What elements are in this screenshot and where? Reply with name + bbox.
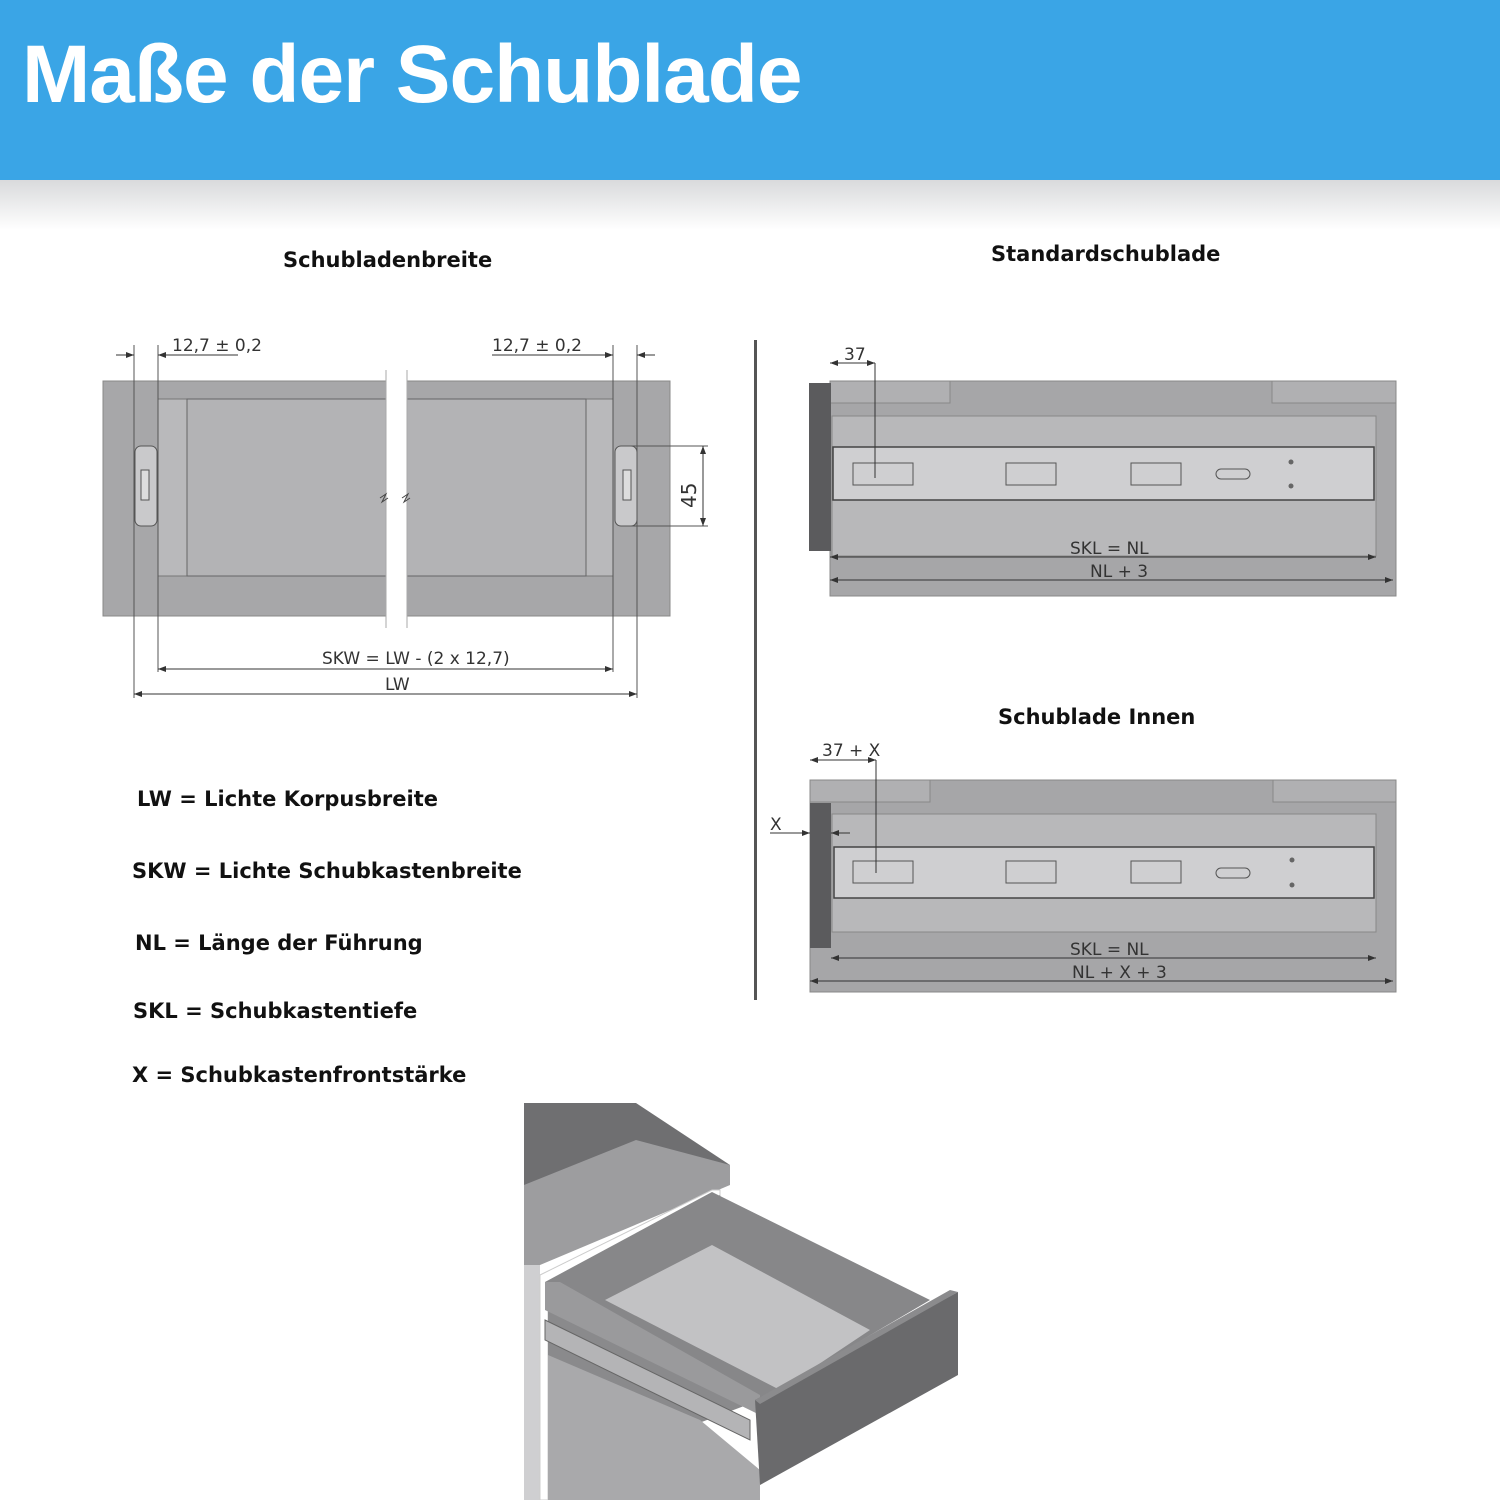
dim-skw: SKW = LW - (2 x 12,7) [322, 649, 510, 669]
dim-x: X [770, 815, 782, 835]
dim-offset-37x: 37 + X [822, 741, 881, 761]
legend-skw: SKW = Lichte Schubkastenbreite [132, 859, 522, 883]
dim-offset-37: 37 [844, 345, 866, 365]
standard-diagram-title: Standardschublade [991, 242, 1221, 266]
width-diagram [103, 336, 708, 698]
dim-total-standard: NL + 3 [1090, 562, 1149, 582]
dim-skl-inner: SKL = NL [1070, 940, 1149, 960]
legend-skl: SKL = Schubkastentiefe [133, 999, 418, 1023]
width-diagram-title: Schubladenbreite [283, 248, 493, 272]
inner-diagram-title: Schublade Innen [998, 705, 1196, 729]
page-title: Maße der Schublade [22, 29, 802, 120]
drawer-3d-illustration [524, 1103, 958, 1500]
dim-right-clearance: 12,7 ± 0,2 [492, 336, 582, 356]
standard-diagram [809, 345, 1396, 596]
dim-left-clearance: 12,7 ± 0,2 [172, 336, 262, 356]
dim-runner-height: 45 [677, 482, 701, 508]
dim-skl-standard: SKL = NL [1070, 539, 1149, 559]
legend-lw: LW = Lichte Korpusbreite [137, 787, 438, 811]
dim-lw: LW [385, 675, 410, 695]
inner-diagram [770, 741, 1396, 992]
legend-x: X = Schubkastenfrontstärke [132, 1063, 467, 1087]
legend-nl: NL = Länge der Führung [135, 931, 423, 955]
dim-total-inner: NL + X + 3 [1072, 963, 1167, 983]
